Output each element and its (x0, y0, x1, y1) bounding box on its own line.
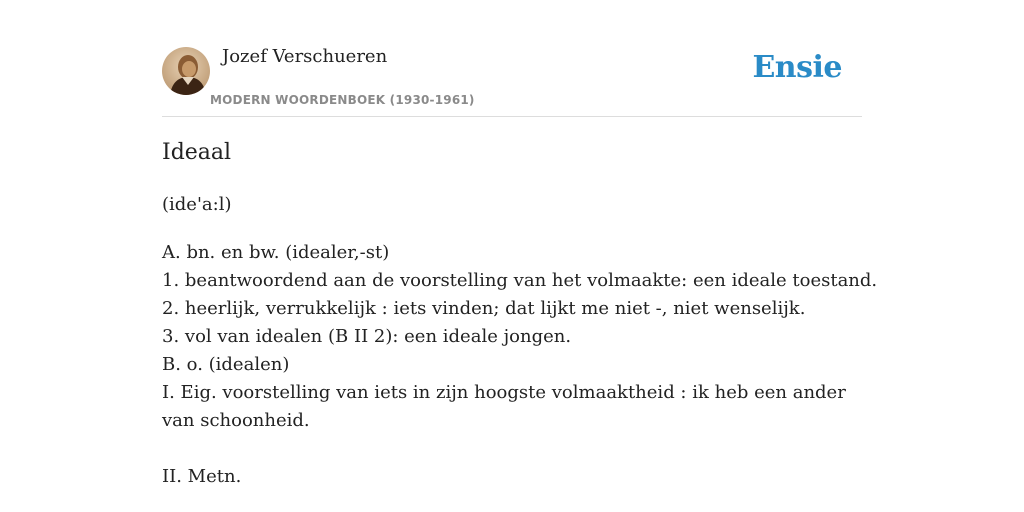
spacer (162, 435, 862, 463)
entry-title: Ideaal (162, 140, 232, 165)
definition-line: 3. vol van idealen (B II 2): een ideale jongen. (162, 326, 572, 347)
page-header (162, 44, 862, 117)
brand-logo[interactable]: Ensie (752, 50, 842, 85)
portrait-icon (162, 47, 210, 95)
author-name[interactable]: Jozef Verschueren (222, 46, 388, 67)
definition-line: 1. beantwoordend aan de voorstelling van het volmaakte: een ideale toestand. (162, 270, 878, 291)
definition-line: I. Eig. voorstelling van iets in zijn hoogste volmaaktheid : ik heb een ander van schoonheid. (162, 382, 846, 431)
author-avatar[interactable] (162, 47, 210, 95)
definition-line: B. o. (idealen) (162, 354, 290, 375)
source-label[interactable]: MODERN WOORDENBOEK (1930-1961) (210, 93, 475, 107)
definition-line: A. bn. en bw. (idealer,-st) (162, 242, 390, 263)
entry-pronunciation: (ide'a:l) (162, 194, 232, 215)
definition-line: 2. heerlijk, verrukkelijk : iets vinden; dat lijkt me niet -, niet wenselijk. (162, 298, 806, 319)
definition-line: II. Metn. (162, 466, 242, 487)
entry-definition (162, 239, 878, 491)
